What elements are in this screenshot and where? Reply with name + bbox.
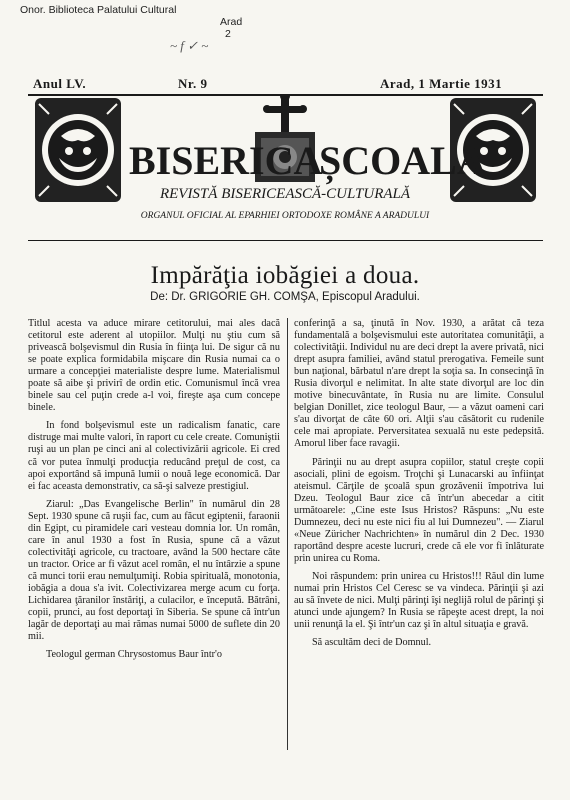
cross-icon: [263, 96, 307, 132]
left-ornament-icon: [35, 98, 121, 202]
right-paragraph: Părinţii nu au drept asupra copiilor, statul creşte copii asociali, plini de egoism. Troţchi şi Lunacarski au înfiinţat ateismul. Cărţile de şcoală spun grozăvenii împotriva lui Dzeu. Teologul Baur zice că într'un abecedar a citit următoarele: „Cine este Isus Hristos? Răspuns: „Nu este Dumnezeu, deci nu este nici fiu al lui Dumnezeu". — Ziarul «Neue Züricher Nachrichten» în numărul din 2 Dec. 1930 raportând despre aceste lucruri, crede că ele vor fi înlăturate prin unirea cu Roma.: [294, 456, 544, 564]
handwritten-mark: ~ f ✓ ~: [170, 38, 209, 53]
masthead-bottom-rule: [28, 240, 543, 241]
article-title: Impărăţia iobăgiei a doua.: [150, 262, 420, 289]
masthead-logo: [31, 96, 540, 230]
left-paragraph: In fond bolşevismul este un radicalism fanatic, care distruge mai multe valori, în raport cu cele create. Comuniştii ruşi au un plan pe cinci ani al colectivizării agricole. Ei cred că vor putea înmulţi producţia reducând preţul de cost, ca apoi exportând să impună lumii o nouă lege economică. Dar ei fac aceasta demonstrativ, ca să-şi salveze prestigiul.: [28, 420, 280, 492]
right-paragraph: conferinţă a sa, ţinută în Nov. 1930, a arătat că teza fundamentală a bolşevismului este autoritatea comunităţii, a colectivităţii. Individul nu are deci drept la avere privată, nici drept asupra familiei, având statul prerogativa. Femeile sunt bun naţional, bărbatul n'are drept la soţia sa. In consecinţă în Rusia divorţul e nelimitat. In alte state divorţul are loc din motive binecuvântate, în Rusia nu are limite. Consulul belgian Donillet, zice teologul Baur, — a văzut oameni cari s'au divorţat de câte 60 ori. Alţii s'au căsătorit cu rudenile cele mai apropiate. Perversitatea sexuală nu este pedepsită. Amorul liber face ravagii.: [294, 318, 544, 450]
left-paragraph: Ziarul: „Das Evangelische Berlin" în numărul din 28 Sept. 1930 spune că ruşii fac, cum au făcut egiptenii, faraonii din Egipt, cu piramidele cari vesteau domnia lor. Un român, care în anul 1930 a fost în Rusia, spune că a văzut colectivităţi agricole, cu tractoare, având la 500 hectare câte un tractor. Orice ar fi văzut acel român, el nu întârzie a spune că munci torii erau nemulţumiţi. Robia spirituală, monotonia, iobăgia a doua s'a ivit. Colectivizarea merge acum cu forţa. Lichidarea ţăranilor înstăriţi, a culacilor, e începută. Bătrâni, copii, prunci, au fost deportaţi în Siberia. Se spune că într'un lagăr de deportaţi au mai rămas numai 5000 de suflete din 20 mii.: [28, 498, 280, 643]
column-divider: [287, 318, 288, 750]
place-date: Arad, 1 Martie 1931: [380, 76, 503, 91]
left-column: [28, 318, 280, 667]
right-paragraph: Să ascultăm deci de Domnul.: [312, 637, 432, 649]
issue-number: Nr. 9: [178, 76, 208, 91]
left-paragraph: Teologul german Chrysostomus Baur într'o: [46, 649, 222, 661]
masthead-subtitle: REVISTĂ BISERICEASCĂ-CULTURALĂ: [159, 186, 411, 202]
stamp-line-2: Arad: [220, 16, 243, 28]
article-byline: De: Dr. GRIGORIE GH. COMŞA, Episcopul Aradului.: [150, 291, 420, 303]
stamp-line-1: Onor. Biblioteca Palatului Cultural: [20, 4, 177, 16]
right-paragraph: Noi răspundem: prin unirea cu Hristos!!! Răul din lume numai prin Hristos Cel Ceresc se va vindeca. Părinţii şi azi au să învete de nici. Mulţi părinţi îşi neglijă rolul de părinţi şi atunci unde ajungem? In Rusia se răpeşte acest drept, la noi unii renunţă la el. Şi într'un caz şi în altul situaţia e gravă.: [294, 570, 544, 631]
stamp-line-3: 2: [225, 28, 231, 40]
masthead-organ: ORGANUL OFICIAL AL EPARHIEI ORTODOXE ROMÂNE A ARADULUI: [140, 211, 430, 221]
volume-year: Anul LV.: [33, 76, 87, 91]
right-column: [294, 318, 544, 655]
library-stamp: [20, 4, 242, 40]
left-paragraph: Titlul acesta va aduce mirare cetitorului, mai ales dacă cetitorul este aderent al utopiilor. Mulţi nu ştiu cum să privească bolşevismul din Rusia în fiinţa lui. De sigur că nu se poate explica formidabila mişcare din Rusia numai ca o urmare a concepţiei materialiste despre lume. Materialismul poate să aibe şi privirî de ordin etic. Comunismul încă vrea binele sau cel puţin crede a-l voi, fireşte aşa cum concepe binele.: [28, 318, 280, 414]
title-right: ȘCOALA: [319, 138, 486, 183]
title-left: BISERICA: [129, 138, 323, 183]
